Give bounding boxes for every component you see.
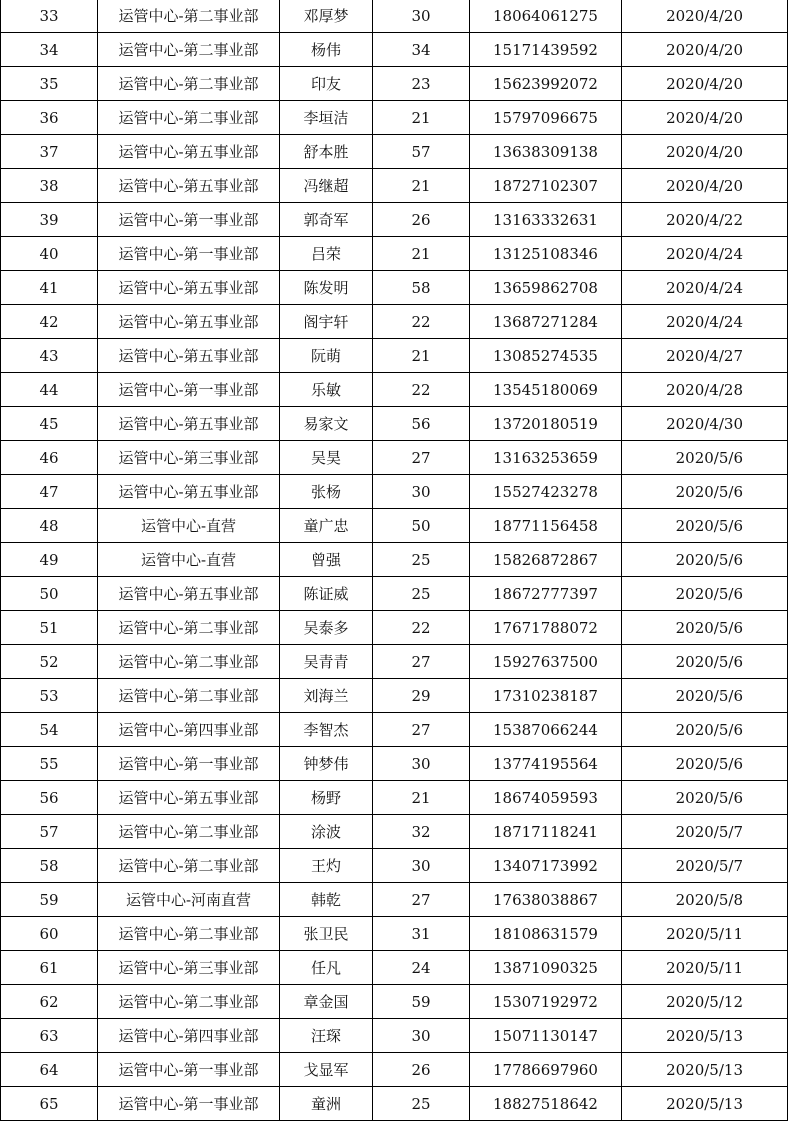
date-cell: 2020/5/6 — [622, 781, 788, 815]
age-cell: 22 — [373, 611, 470, 645]
row-number-cell: 40 — [1, 237, 98, 271]
row-number-cell: 59 — [1, 883, 98, 917]
phone-cell: 15927637500 — [470, 645, 622, 679]
table-row — [1, 407, 788, 441]
phone-cell: 13163253659 — [470, 441, 622, 475]
employee-name-cell: 乐敏 — [280, 373, 373, 407]
phone-cell: 15307192972 — [470, 985, 622, 1019]
row-number-cell: 36 — [1, 101, 98, 135]
employee-name-cell: 刘海兰 — [280, 679, 373, 713]
age-cell: 31 — [373, 917, 470, 951]
date-cell: 2020/4/20 — [622, 33, 788, 67]
date-cell: 2020/5/6 — [622, 679, 788, 713]
phone-cell: 18827518642 — [470, 1087, 622, 1121]
table-row — [1, 135, 788, 169]
phone-cell: 15623992072 — [470, 67, 622, 101]
phone-cell: 15527423278 — [470, 475, 622, 509]
age-cell: 58 — [373, 271, 470, 305]
table-row — [1, 67, 788, 101]
date-cell: 2020/5/12 — [622, 985, 788, 1019]
table-row — [1, 849, 788, 883]
table-row — [1, 1019, 788, 1053]
phone-cell: 13659862708 — [470, 271, 622, 305]
employee-name-cell: 易家文 — [280, 407, 373, 441]
employee-name-cell: 戈显军 — [280, 1053, 373, 1087]
row-number-cell: 39 — [1, 203, 98, 237]
phone-cell: 15171439592 — [470, 33, 622, 67]
table-row — [1, 577, 788, 611]
date-cell: 2020/4/24 — [622, 271, 788, 305]
age-cell: 30 — [373, 747, 470, 781]
row-number-cell: 43 — [1, 339, 98, 373]
employee-name-cell: 张卫民 — [280, 917, 373, 951]
age-cell: 27 — [373, 713, 470, 747]
department-cell: 运管中心-第二事业部 — [98, 679, 280, 713]
phone-cell: 17786697960 — [470, 1053, 622, 1087]
department-cell: 运管中心-第五事业部 — [98, 135, 280, 169]
phone-cell: 18727102307 — [470, 169, 622, 203]
table-row — [1, 951, 788, 985]
date-cell: 2020/5/11 — [622, 951, 788, 985]
table-row — [1, 1053, 788, 1087]
phone-cell: 13085274535 — [470, 339, 622, 373]
department-cell: 运管中心-第一事业部 — [98, 373, 280, 407]
table-row — [1, 475, 788, 509]
date-cell: 2020/5/7 — [622, 815, 788, 849]
age-cell: 21 — [373, 339, 470, 373]
department-cell: 运管中心-第二事业部 — [98, 815, 280, 849]
table-row — [1, 883, 788, 917]
date-cell: 2020/5/11 — [622, 917, 788, 951]
department-cell: 运管中心-第二事业部 — [98, 645, 280, 679]
age-cell: 30 — [373, 1019, 470, 1053]
row-number-cell: 42 — [1, 305, 98, 339]
employee-name-cell: 阁宇轩 — [280, 305, 373, 339]
age-cell: 26 — [373, 203, 470, 237]
phone-cell: 15071130147 — [470, 1019, 622, 1053]
date-cell: 2020/5/6 — [622, 611, 788, 645]
phone-cell: 18064061275 — [470, 0, 622, 33]
department-cell: 运管中心-第五事业部 — [98, 781, 280, 815]
phone-cell: 18672777397 — [470, 577, 622, 611]
phone-cell: 15387066244 — [470, 713, 622, 747]
employee-name-cell: 阮萌 — [280, 339, 373, 373]
employee-name-cell: 吴昊 — [280, 441, 373, 475]
age-cell: 27 — [373, 441, 470, 475]
phone-cell: 18771156458 — [470, 509, 622, 543]
row-number-cell: 38 — [1, 169, 98, 203]
age-cell: 57 — [373, 135, 470, 169]
department-cell: 运管中心-直营 — [98, 543, 280, 577]
table-row — [1, 305, 788, 339]
age-cell: 56 — [373, 407, 470, 441]
row-number-cell: 64 — [1, 1053, 98, 1087]
age-cell: 50 — [373, 509, 470, 543]
date-cell: 2020/5/13 — [622, 1087, 788, 1121]
phone-cell: 13407173992 — [470, 849, 622, 883]
department-cell: 运管中心-第四事业部 — [98, 713, 280, 747]
phone-cell: 15797096675 — [470, 101, 622, 135]
table-row — [1, 747, 788, 781]
department-cell: 运管中心-直营 — [98, 509, 280, 543]
row-number-cell: 54 — [1, 713, 98, 747]
row-number-cell: 47 — [1, 475, 98, 509]
age-cell: 25 — [373, 577, 470, 611]
phone-cell: 18108631579 — [470, 917, 622, 951]
date-cell: 2020/5/6 — [622, 509, 788, 543]
age-cell: 59 — [373, 985, 470, 1019]
age-cell: 22 — [373, 373, 470, 407]
employee-name-cell: 陈发明 — [280, 271, 373, 305]
phone-cell: 15826872867 — [470, 543, 622, 577]
row-number-cell: 53 — [1, 679, 98, 713]
age-cell: 27 — [373, 645, 470, 679]
table-row — [1, 441, 788, 475]
row-number-cell: 61 — [1, 951, 98, 985]
table-row — [1, 543, 788, 577]
age-cell: 27 — [373, 883, 470, 917]
age-cell: 21 — [373, 169, 470, 203]
employee-name-cell: 杨伟 — [280, 33, 373, 67]
row-number-cell: 63 — [1, 1019, 98, 1053]
date-cell: 2020/4/20 — [622, 67, 788, 101]
row-number-cell: 62 — [1, 985, 98, 1019]
phone-cell: 13687271284 — [470, 305, 622, 339]
table-row — [1, 679, 788, 713]
department-cell: 运管中心-第二事业部 — [98, 611, 280, 645]
department-cell: 运管中心-第二事业部 — [98, 67, 280, 101]
row-number-cell: 33 — [1, 0, 98, 33]
employee-name-cell: 舒本胜 — [280, 135, 373, 169]
age-cell: 26 — [373, 1053, 470, 1087]
age-cell: 25 — [373, 1087, 470, 1121]
phone-cell: 17671788072 — [470, 611, 622, 645]
table-row — [1, 271, 788, 305]
department-cell: 运管中心-第五事业部 — [98, 407, 280, 441]
age-cell: 29 — [373, 679, 470, 713]
phone-cell: 13774195564 — [470, 747, 622, 781]
department-cell: 运管中心-第五事业部 — [98, 577, 280, 611]
row-number-cell: 56 — [1, 781, 98, 815]
employee-name-cell: 吕荣 — [280, 237, 373, 271]
age-cell: 24 — [373, 951, 470, 985]
row-number-cell: 51 — [1, 611, 98, 645]
date-cell: 2020/4/24 — [622, 305, 788, 339]
department-cell: 运管中心-第二事业部 — [98, 985, 280, 1019]
department-cell: 运管中心-第五事业部 — [98, 305, 280, 339]
table-row — [1, 237, 788, 271]
department-cell: 运管中心-第四事业部 — [98, 1019, 280, 1053]
employee-name-cell: 张杨 — [280, 475, 373, 509]
employee-name-cell: 钟梦伟 — [280, 747, 373, 781]
employee-name-cell: 陈证威 — [280, 577, 373, 611]
date-cell: 2020/5/8 — [622, 883, 788, 917]
age-cell: 32 — [373, 815, 470, 849]
department-cell: 运管中心-第三事业部 — [98, 441, 280, 475]
employee-name-cell: 李垣洁 — [280, 101, 373, 135]
employee-name-cell: 邓厚梦 — [280, 0, 373, 33]
department-cell: 运管中心-第一事业部 — [98, 203, 280, 237]
employee-name-cell: 任凡 — [280, 951, 373, 985]
table-row — [1, 203, 788, 237]
row-number-cell: 35 — [1, 67, 98, 101]
row-number-cell: 45 — [1, 407, 98, 441]
employee-table-body — [1, 0, 788, 1121]
department-cell: 运管中心-第五事业部 — [98, 475, 280, 509]
age-cell: 30 — [373, 475, 470, 509]
department-cell: 运管中心-第三事业部 — [98, 951, 280, 985]
row-number-cell: 44 — [1, 373, 98, 407]
table-row — [1, 101, 788, 135]
row-number-cell: 34 — [1, 33, 98, 67]
department-cell: 运管中心-第一事业部 — [98, 747, 280, 781]
employee-name-cell: 杨野 — [280, 781, 373, 815]
row-number-cell: 50 — [1, 577, 98, 611]
row-number-cell: 52 — [1, 645, 98, 679]
table-row — [1, 0, 788, 33]
employee-name-cell: 冯继超 — [280, 169, 373, 203]
date-cell: 2020/5/13 — [622, 1053, 788, 1087]
employee-name-cell: 童广忠 — [280, 509, 373, 543]
date-cell: 2020/5/6 — [622, 577, 788, 611]
row-number-cell: 57 — [1, 815, 98, 849]
table-row — [1, 611, 788, 645]
employee-name-cell: 印友 — [280, 67, 373, 101]
date-cell: 2020/5/6 — [622, 543, 788, 577]
phone-cell: 13720180519 — [470, 407, 622, 441]
department-cell: 运管中心-第二事业部 — [98, 101, 280, 135]
table-row — [1, 1087, 788, 1121]
employee-name-cell: 童洲 — [280, 1087, 373, 1121]
date-cell: 2020/4/20 — [622, 0, 788, 33]
table-row — [1, 33, 788, 67]
table-row — [1, 713, 788, 747]
department-cell: 运管中心-第一事业部 — [98, 237, 280, 271]
employee-name-cell: 汪琛 — [280, 1019, 373, 1053]
date-cell: 2020/5/6 — [622, 747, 788, 781]
date-cell: 2020/4/22 — [622, 203, 788, 237]
date-cell: 2020/5/13 — [622, 1019, 788, 1053]
row-number-cell: 37 — [1, 135, 98, 169]
employee-name-cell: 曾强 — [280, 543, 373, 577]
date-cell: 2020/5/6 — [622, 475, 788, 509]
department-cell: 运管中心-第二事业部 — [98, 0, 280, 33]
age-cell: 23 — [373, 67, 470, 101]
table-row — [1, 509, 788, 543]
date-cell: 2020/5/7 — [622, 849, 788, 883]
table-row — [1, 169, 788, 203]
date-cell: 2020/4/24 — [622, 237, 788, 271]
employee-name-cell: 郭奇军 — [280, 203, 373, 237]
phone-cell: 17310238187 — [470, 679, 622, 713]
department-cell: 运管中心-第一事业部 — [98, 1087, 280, 1121]
phone-cell: 18674059593 — [470, 781, 622, 815]
age-cell: 22 — [373, 305, 470, 339]
date-cell: 2020/5/6 — [622, 441, 788, 475]
phone-cell: 13638309138 — [470, 135, 622, 169]
table-row — [1, 985, 788, 1019]
department-cell: 运管中心-第五事业部 — [98, 271, 280, 305]
row-number-cell: 60 — [1, 917, 98, 951]
date-cell: 2020/4/28 — [622, 373, 788, 407]
phone-cell: 18717118241 — [470, 815, 622, 849]
phone-cell: 13545180069 — [470, 373, 622, 407]
table-row — [1, 645, 788, 679]
table-row — [1, 815, 788, 849]
employee-name-cell: 涂波 — [280, 815, 373, 849]
phone-cell: 13871090325 — [470, 951, 622, 985]
row-number-cell: 58 — [1, 849, 98, 883]
employee-name-cell: 王灼 — [280, 849, 373, 883]
row-number-cell: 41 — [1, 271, 98, 305]
age-cell: 21 — [373, 237, 470, 271]
department-cell: 运管中心-第二事业部 — [98, 33, 280, 67]
row-number-cell: 46 — [1, 441, 98, 475]
age-cell: 30 — [373, 849, 470, 883]
department-cell: 运管中心-第五事业部 — [98, 339, 280, 373]
phone-cell: 17638038867 — [470, 883, 622, 917]
employee-name-cell: 章金国 — [280, 985, 373, 1019]
department-cell: 运管中心-第二事业部 — [98, 917, 280, 951]
date-cell: 2020/5/6 — [622, 713, 788, 747]
employee-name-cell: 吴泰多 — [280, 611, 373, 645]
date-cell: 2020/4/30 — [622, 407, 788, 441]
phone-cell: 13125108346 — [470, 237, 622, 271]
date-cell: 2020/5/6 — [622, 645, 788, 679]
table-row — [1, 781, 788, 815]
age-cell: 30 — [373, 0, 470, 33]
table-row — [1, 373, 788, 407]
age-cell: 21 — [373, 781, 470, 815]
department-cell: 运管中心-第五事业部 — [98, 169, 280, 203]
department-cell: 运管中心-河南直营 — [98, 883, 280, 917]
age-cell: 21 — [373, 101, 470, 135]
age-cell: 25 — [373, 543, 470, 577]
employee-name-cell: 吴青青 — [280, 645, 373, 679]
employee-name-cell: 李智杰 — [280, 713, 373, 747]
age-cell: 34 — [373, 33, 470, 67]
row-number-cell: 65 — [1, 1087, 98, 1121]
date-cell: 2020/4/20 — [622, 135, 788, 169]
department-cell: 运管中心-第二事业部 — [98, 849, 280, 883]
date-cell: 2020/4/20 — [622, 169, 788, 203]
phone-cell: 13163332631 — [470, 203, 622, 237]
department-cell: 运管中心-第一事业部 — [98, 1053, 280, 1087]
employee-name-cell: 韩乾 — [280, 883, 373, 917]
row-number-cell: 48 — [1, 509, 98, 543]
table-row — [1, 339, 788, 373]
date-cell: 2020/4/27 — [622, 339, 788, 373]
row-number-cell: 49 — [1, 543, 98, 577]
table-row — [1, 917, 788, 951]
row-number-cell: 55 — [1, 747, 98, 781]
date-cell: 2020/4/20 — [622, 101, 788, 135]
